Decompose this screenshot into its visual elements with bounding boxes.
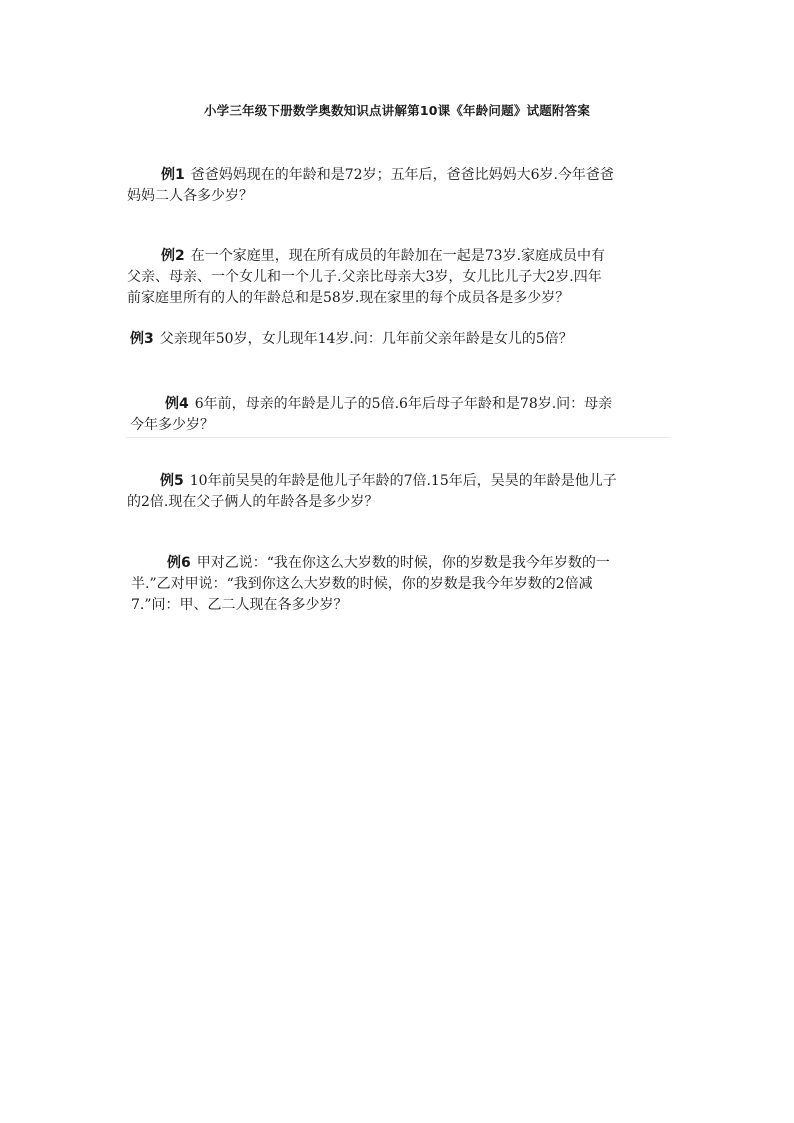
example-2-line-3: 前家庭里所有的人的年龄总和是58岁.现在家里的每个成员各是多少岁？ — [127, 290, 570, 306]
example-4-line-2: 今年多少岁？ — [130, 417, 214, 433]
example-6-line-1 — [131, 553, 610, 574]
example-3 — [130, 329, 573, 350]
example-6-text-1: 甲对乙说：“我在你这么大岁数的时候，你的岁数是我今年岁数的一 — [196, 555, 610, 571]
example-4-line-1 — [130, 394, 612, 415]
example-4-label: 例4 — [165, 396, 189, 412]
example-5 — [127, 471, 617, 513]
example-4 — [130, 394, 612, 436]
example-2-label: 例2 — [161, 248, 185, 264]
example-6-label: 例6 — [167, 555, 191, 571]
example-1-line-2: 妈妈二人各多少岁？ — [127, 188, 253, 204]
example-1 — [127, 165, 614, 207]
example-5-line-2: 的2倍.现在父子俩人的年龄各是多少岁？ — [127, 494, 379, 510]
example-4-text-1: 6年前，母亲的年龄是儿子的5倍.6年后母子年龄和是78岁.问：母亲 — [194, 396, 613, 412]
divider — [126, 437, 670, 438]
example-1-line-1 — [127, 165, 614, 186]
example-3-line-1 — [130, 329, 573, 350]
example-3-text-1: 父亲现年50岁，女儿现年14岁.问：几年前父亲年龄是女儿的5倍？ — [159, 331, 573, 347]
example-6-line-2: 半.”乙对甲说：“我到你这么大岁数的时候，你的岁数是我今年岁数的2倍减 — [131, 576, 593, 592]
document-title: 小学三年级下册数学奥数知识点讲解第10课《年龄问题》试题附答案 — [203, 103, 591, 118]
example-6 — [131, 553, 610, 616]
example-2-line-2: 父亲、母亲、一个女儿和一个儿子.父亲比母亲大3岁，女儿比儿子大2岁.四年 — [127, 269, 602, 285]
example-6-line-3: 7.”问：甲、乙二人现在各多少岁？ — [131, 597, 348, 613]
example-2-line-1 — [127, 246, 605, 267]
example-5-text-1: 10年前吴昊的年龄是他儿子年龄的7倍.15年后，吴昊的年龄是他儿子 — [189, 473, 617, 489]
example-2-text-1: 在一个家庭里，现在所有成员的年龄加在一起是73岁.家庭成员中有 — [190, 248, 606, 264]
example-1-text-1: 爸爸妈妈现在的年龄和是72岁；五年后，爸爸比妈妈大6岁.今年爸爸 — [190, 167, 614, 183]
example-2 — [127, 246, 605, 309]
example-1-label: 例1 — [161, 167, 185, 183]
example-3-label: 例3 — [130, 331, 154, 347]
example-5-line-1 — [127, 471, 617, 492]
example-5-label: 例5 — [160, 473, 184, 489]
